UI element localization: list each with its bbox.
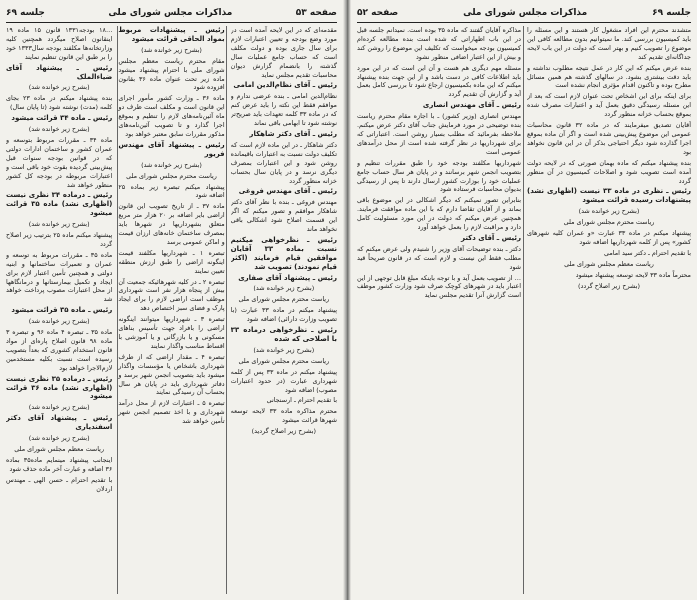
- centered-line: (بشرح زیر خوانده شد): [578, 207, 640, 216]
- paragraph: …۱۸ بودجه۱۳۳۱ قانون ۱۵ ماده ۱۹ اینقانون اصلاح میگردد همچنین کلیه وزارتخانه‌ها مکلفند بودجه سال۱۳۳۳ خود را بر طبق این قانون تنظیم نمایند: [6, 26, 113, 61]
- paragraph: برای اینکه برای این اشخاص تحت عنوان لازم است که بعد از این مسئله رسیدگی دقیق بعمل آید و اعتبارات مصرف شده بموقع بحساب خزانه منظور گردد: [527, 92, 691, 119]
- speaker-line: رئیس ـ ماده ۳۴ قرائت میشود: [11, 114, 113, 123]
- paragraph: تبصره ۱ ـ شهرداریها مکلفند قیمت اینگونه اراضی را طبق ارزش منطقه تعیین نمایند: [118, 248, 225, 275]
- paragraph: بنده پیشنهاد میکنم در ماده ۲۳ بجای کلمه (مدت) نوشته شود (تا پایان سال): [6, 94, 113, 112]
- centered-line: (بشرح زیر خوانده شد): [28, 317, 90, 326]
- centered-line: ریاست محترم مجلس شورای ملی: [126, 171, 217, 180]
- column-rule: [117, 26, 118, 594]
- centered-line: (بشرح زیر خوانده شد): [141, 160, 202, 169]
- speaker-line: رئیس ـ پیشنهاد آقای دکتر اسفندیاری: [6, 414, 113, 432]
- left-page: [0, 0, 343, 600]
- centered-line: (بشرح زیر خوانده شد): [28, 434, 90, 443]
- paragraph: با تقدیم احترام ـ حسن الهی ـ مهندس اردلان: [6, 475, 113, 493]
- paragraph: پیشنهاد میکنم در ماده ۳۳ عبارت (با تصویب وزارت دارائی) اضافه شود: [230, 306, 337, 324]
- centered-line: (بشرح زیر خوانده شد): [28, 125, 90, 134]
- paragraph: محترم مذاکره ماده ۳۳ لایحه توسعه شهرها قرائت میشود: [230, 407, 337, 425]
- paragraph: تبصره ۳ ـ شهرداریها میتوانند اینگونه اراضی را بافراد جهت تأسیس بناهای مسکونی و یا بازرگانی و یا آموزشی با اقساط مناسب واگذار نمایند: [118, 315, 225, 350]
- paragraph: مهندس انصاری (وزیر کشور) ـ با اجازه مقام محترم ریاست بنده توضیحی در مورد فرمایش جناب آقای دکتر عرض میکنم. ملاحظه بفرمائید که مطلب بسیار روشن است. اعتباراتی که برای شهرداریها در نظر گرفته شده است از محل درآمدهای عمومی است: [357, 112, 521, 156]
- paragraph: اینجانب پیشنهاد مینمایم ماده۳۵ بماده ۳۶ اضافه و عبارت آخر ماده حذف شود: [6, 455, 113, 473]
- session-number: جلسه ۶۹: [652, 8, 691, 18]
- paragraph: بنابراین تصور نمیکنم که دیگر اشکالی در این موضوع باقی بماند و از آقایان تقاضا دارم که با این ماده موافقت فرمایند. همچنین عرض میکنم که دولت در این مورد مسئولیت کامل دارد و مراقبت لازم را بعمل خواهد آورد: [357, 196, 521, 232]
- paragraph: بنده پیشنهاد میکنم که ماده بهمان صورتی که در لایحه دولت آمده است تصویب شود و اصلاحات کمیسیون در آن منظور گردد: [527, 158, 691, 185]
- paragraph: ماده ۳۶ ـ وزارت کشور مأمور اجرای این قانون است و مکلف است ظرف دو ماه آئین‌نامه‌های لازم را تنظیم و بموقع اجرا گذارد و تا تصویب آئین‌نامه‌های مذکور مقررات سابق معتبر خواهد بود: [118, 94, 225, 138]
- centered-line: ریاست معظم مجلس شورای ملی: [564, 259, 654, 268]
- paragraph: مقدمه‌ای که در این لایحه آمده است در مورد وضع بودجه و تعیین اعتبارات لازم برای سال جاری بوده و دولت مکلف است که حساب جامع عملیات سال گذشته را بانضمام گزارش دیوان محاسبات تقدیم مجلس نماید: [230, 26, 337, 79]
- centered-line: ریاست محترم مجلس شورای ملی: [238, 356, 330, 365]
- speaker-line: رئیس ـ پیشنهاد آقای مهندس فریور: [118, 140, 225, 158]
- page-number: صفحه ۵۳: [295, 8, 337, 18]
- session-number: جلسه ۶۹: [6, 8, 45, 18]
- centered-line: (بشرح زیر خوانده شد): [28, 403, 90, 412]
- left-page-header: [6, 4, 337, 23]
- speaker-line: رئیس ـ نظری در ماده ۳۳ نیست (اظهاری نشد) پیشنهادات رسیده قرائت میشود: [527, 187, 691, 205]
- centered-line: ریاست محترم مجلس شورای ملی: [563, 218, 655, 227]
- page-number: صفحه ۵۲: [357, 8, 399, 18]
- paragraph: نظام‌الدین امامی ـ بنده عرضی ندارم و موافقم فقط این نکته را باید عرض کنم که در ماده ۳۳ کلمه تعهدات باید صریح‌تر نوشته شود تا ابهامی باقی نماند: [230, 92, 337, 128]
- paragraph: محترماً ماده ۳۳ لایحه توسعه پیشنهاد میشود: [575, 270, 691, 279]
- centered-line: (بشرح زیر خوانده شد): [253, 284, 315, 293]
- paragraph: پیشنهاد میکنم در ماده ۳۳ پس از کلمه شهرداری عبارت (در حدود اعتبارات مصوب) اضافه شود: [230, 367, 337, 394]
- paragraph: دکتر ـ بنده توضیحات آقای وزیر را شنیدم ولی عرض میکنم که مطلب فقط این نیست و لازم است که در قانون صریحاً قید شود: [357, 244, 521, 271]
- paragraph: شهرداریها مکلفند بودجه خود را طبق مقررات تنظیم و بتصویب انجمن شهر برسانند و در پایان هر سال حساب جامع عملیات خود را بوزارت کشور ارسال دارند تا پس از رسیدگی بدیوان محاسبات فرستاده شود: [357, 158, 521, 194]
- text-column: [118, 26, 224, 594]
- paragraph: ماده ۳۴ ـ مقررات مربوط بتوسعه و عمران کشور و ساختمان ادارات دولتی که در قوانین بودجه سنوات قبل پیش‌بینی گردیده بقوت خود باقی است و اعتبارات مربوطه در بودجه کل کشور منظور خواهد شد: [6, 135, 113, 189]
- centered-line: ریاست محترم مجلس شورای ملی: [238, 295, 330, 304]
- paragraph: مهندس فروغی ـ بنده با نظر آقای دکتر شاهکار موافقم و تصور میکنم که اگر این قسمت اصلاح شود اشکالی باقی نخواهد ماند: [230, 198, 337, 234]
- paragraph: تبصره ۲ ـ در کلیه شهرهائیکه جمعیت آن بیش از پنجاه هزار نفر است شهرداری موظف است اراضی لازم را برای ایجاد پارک و فضای سبز اختصاص دهد: [118, 277, 225, 313]
- speaker-line: رئیس ـ آقای دکتر: [460, 233, 521, 242]
- journal-title: مذاکرات مجلس شورای ملی: [463, 8, 588, 18]
- text-column: [231, 26, 337, 594]
- centered-line: (بشرح زیر اصلاح گردد): [577, 281, 640, 290]
- speaker-line: رئیس ـ نظرخواهی میکنیم نسبت بماده ۳۳ آقایان موافقین قیام فرمایند (اکثر قیام نمودند) تصویب شد: [230, 235, 337, 271]
- paragraph: تبصره ۴ ـ مقدار اراضی که از طرف شهرداری باشخاص یا مؤسسات واگذار میشود باید بتصویب انجمن شهر برسد و دفاتر شهرداری باید در پایان هر سال بحساب آن رسیدگی نمایند: [118, 352, 225, 397]
- right-page-columns: [357, 26, 691, 594]
- speaker-line: رئیس ـ ماده ۳۵ قرائت میشود: [11, 306, 113, 315]
- centered-line: (بشرح زیر خوانده شد): [28, 220, 90, 229]
- centered-line: (بشرح زیر اصلاح گردید): [251, 427, 316, 436]
- paragraph: پیشنهاد میکنم ماده ۲۵ بترتیب زیر اصلاح گردد: [6, 231, 113, 248]
- speaker-line: رئیس ـ آقای دکتر شاهکار: [249, 129, 337, 138]
- paragraph: مذاکره آقایان گفتند که ماده ۳۵ بوده است. نمیدانم جلسه قبل در این باب اظهاراتی که شده است بنده مطالعه کرده‌ام کمیسیون بودجه میخواست که تکلیف این موضوع را روشن کند و بیش از این اعتبار اضافی منظور نشود: [357, 26, 521, 61]
- paragraph: پیشنهاد میکنم در ماده ۳۳ عبارت «و عمران کلیه شهرهای کشور» پس از کلمه شهرداریها اضافه شود: [527, 229, 691, 246]
- column-rule: [226, 26, 227, 594]
- paragraph: تبصره ۵ ـ اعتبارات لازم از محل درآمد شهرداری و با اخذ تصمیم انجمن شهر تأمین خواهد شد: [118, 399, 225, 426]
- speaker-line: رئیس ـ نظرخواهی درماده ۳۳ با اصلاحی که شده: [230, 326, 337, 343]
- paragraph: مقام محترم ریاست معظم مجلس شورای ملی با احترام پیشنهاد میشود ماده زیر تحت عنوان ماده ۳۶ بقانون افزوده شود: [118, 56, 225, 92]
- paragraph: ماده ۳۷ ـ از تاریخ تصویب این قانون اراضی بایر اضافه بر ۲۰ هزار متر مربع متعلق بشهرداریها در شهرها باید بمصرف ساختمان خانه‌های ارزان قیمت و اماکن عمومی برسد: [118, 202, 225, 246]
- text-column: [357, 26, 521, 594]
- paragraph: دکتر شاهکار ـ در این ماده لازم است که تکلیف دولت نسبت به اعتبارات باقیمانده روشن شود و این اعتبارات بمصرف دیگری نرسد و در پایان سال بحساب خزانه منظور گردد: [230, 140, 337, 185]
- journal-title: مذاکرات مجلس شورای ملی: [108, 8, 233, 18]
- speaker-line: رئیس ـ پیشنهاد آقای ضیاء‌الملک: [6, 63, 113, 81]
- right-page-header: [357, 4, 691, 23]
- right-page: [351, 0, 697, 600]
- paragraph: ماده ۳۵ ـ تبصره ۴ ماده ۹۶ و تبصره ۳ ماده ۹۸ قانون اصلاح پاره‌ای از مواد قانون استخدام کشوری که بعداً بتصویب رسیده است نسبت بکلیه مستخدمین لازم‌الاجرا خواهد بود: [6, 328, 113, 372]
- paragraph: بنده عرض میکنم که این کار در عمل نتیجه مطلوب نداشته و باید دقت بیشتری بشود. در سالهای گذشته هم همین مسائل مطرح بوده و تاکنون اقدام مؤثری انجام نشده است: [527, 63, 691, 90]
- speaker-line: رئیس ـ آقای نظام‌الدین امامی: [233, 81, 337, 90]
- text-column: [527, 26, 691, 594]
- speaker-line: رئیس ـ پیشنهاد آقای صفاری: [238, 273, 337, 282]
- book-gutter: [343, 0, 351, 600]
- left-page-columns: [6, 26, 337, 594]
- speaker-line: رئیس ـ آقای مهندس انصاری: [422, 101, 521, 110]
- paragraph: با تقدیم احترام ـ ارسنجانی: [266, 396, 337, 405]
- speaker-line: رئیس ـ درماده ۳۴ نظری نیست (اظهاری نشد) ماده ۳۵ قرائت میشود: [6, 191, 113, 218]
- paragraph: پیشنهاد میکنم تبصره زیر بماده ۲۵ اضافه شود: [118, 182, 225, 200]
- paragraph: آقایان تصدیق میفرمایند که در ماده ۳۲ قانون محاسبات عمومی این موضوع پیش‌بینی شده است و اگر آن ماده بموقع اجرا گذارده شود دیگر احتیاجی بذکر آن در این قانون نخواهد بود: [527, 121, 691, 156]
- speaker-line: رئیس ـ آقای مهندس فروغی: [238, 187, 337, 196]
- paragraph: ماده ۳۵ ـ مقررات مربوط به توسعه و عمران و تعمیرات ساختمانها و ابنیه دولتی و همچنین تأمین اعتبار لازم برای ایجاد و تکمیل بیمارستانها و درمانگاهها از محل اعتبارات مصوب پرداخت خواهد شد: [6, 250, 113, 304]
- centered-line: (بشرح زیر خوانده شد): [28, 83, 90, 92]
- centered-line: (بشرح زیر خوانده شد): [141, 45, 202, 54]
- paragraph: با تقدیم احترام ـ دکتر سید امامی: [604, 248, 691, 257]
- paragraph: متشدند محترم این افراد مشغول کار هستند و این مسئله را باید کمیسیون بررسی کند. ما نمیتوانیم بدون مطالعه کافی این موضوع را تصویب کنیم و بهتر است که دولت در این باب لایحه جداگانه‌ای تقدیم کند: [527, 26, 691, 61]
- column-rule: [523, 26, 524, 594]
- centered-line: (بشرح زیر خوانده شد): [253, 345, 315, 354]
- centered-line: ریاست معظم مجلس شورای ملی: [14, 444, 105, 453]
- text-column: [6, 26, 112, 594]
- paragraph: … از تصویب بعمل آید و با توجه باینکه مبلغ قابل توجهی از این اعتبار باید در شهرهای کوچک صرف شود وزارت کشور موظف است گزارش آنرا تقدیم مجلس نماید: [357, 273, 521, 300]
- speaker-line: رئیس ـ درماده ۳۵ نظری نیست (اظهاری نشد) ماده ۳۶ قرائت میشود: [6, 374, 113, 401]
- paragraph: مسئله مهم دیگری هم هست و آن این است که در این مورد باید اطلاعات کافی در دست باشد و از این جهت بنده پیشنهاد میکنم که این ماده بکمیسیون ارجاع شود تا بررسی کامل بعمل آید و گزارش آن تقدیم گردد: [357, 63, 521, 99]
- speaker-line: رئیس ـ پیشنهادات مربوط بمواد الحاقی قرائت میشود: [118, 26, 225, 43]
